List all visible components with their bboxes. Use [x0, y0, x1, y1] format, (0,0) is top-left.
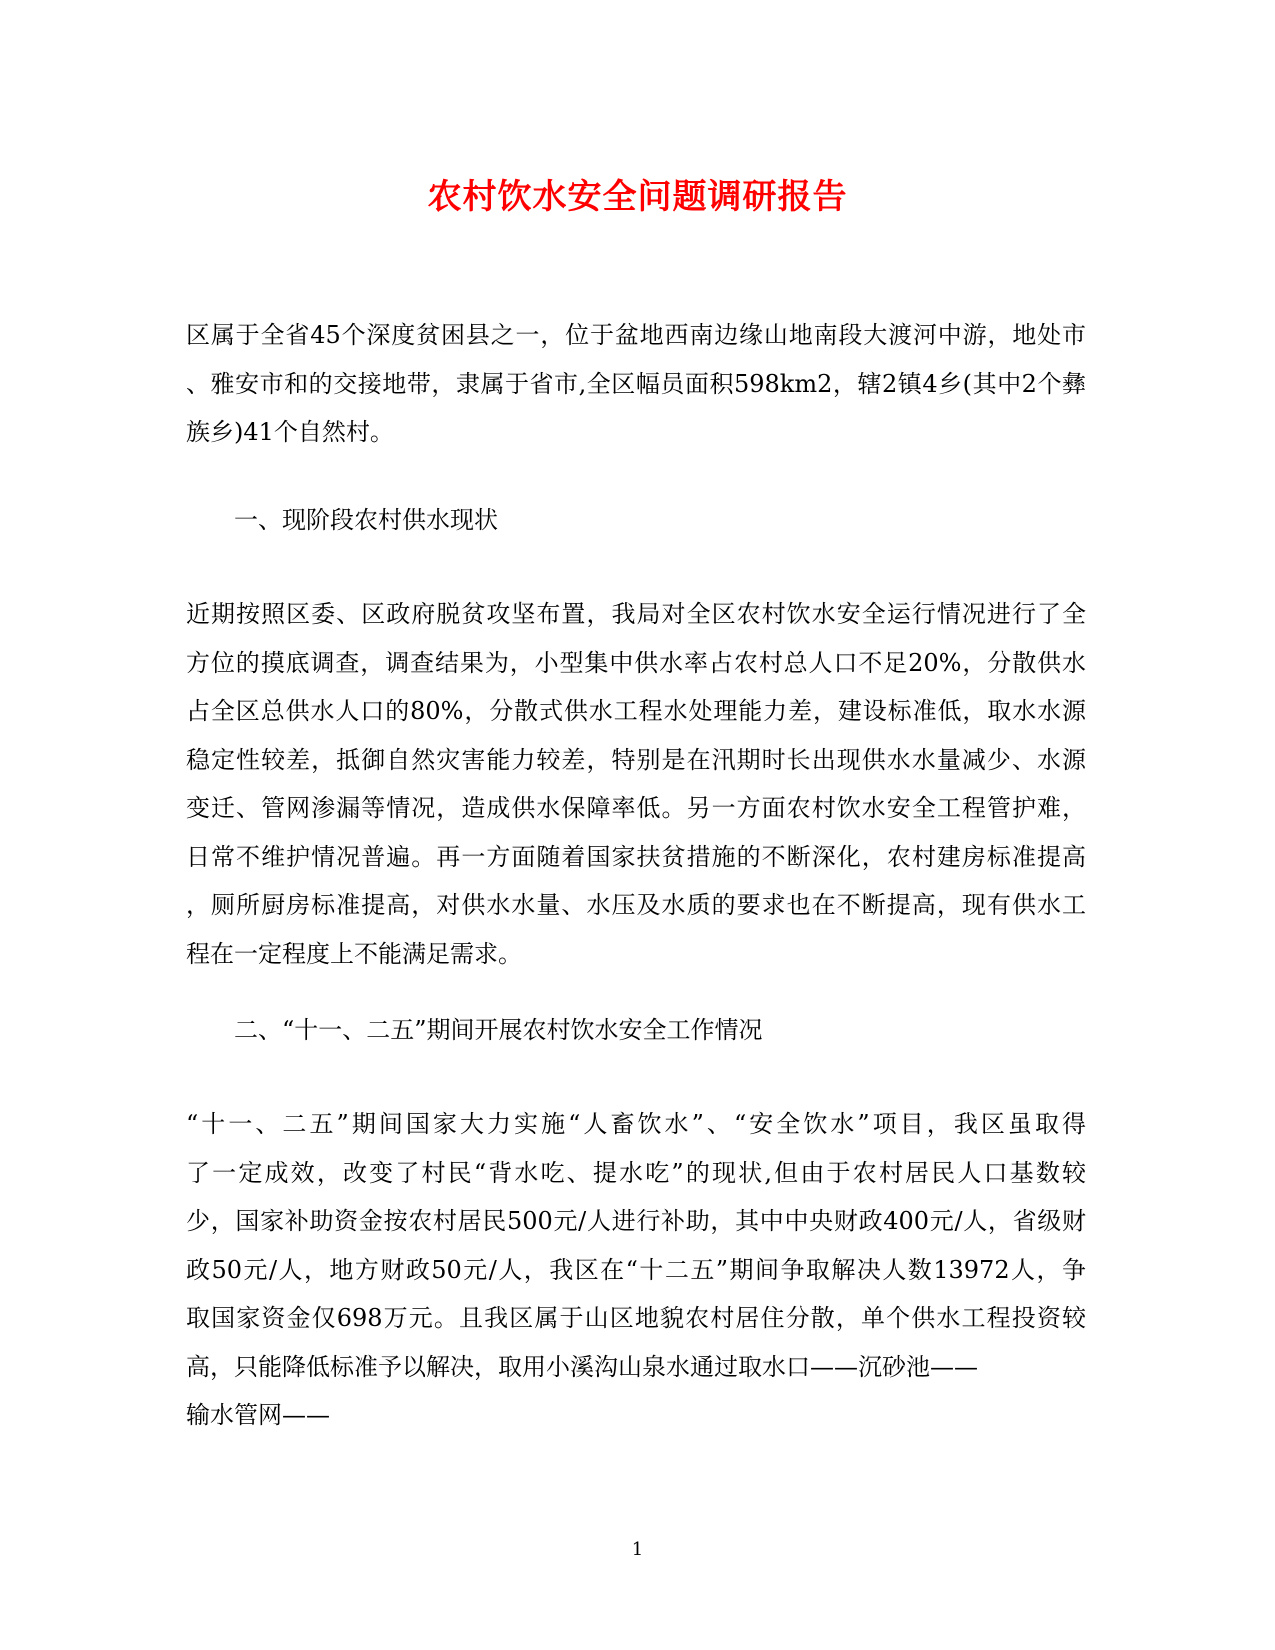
intro-line: 族乡)41个自然村。	[186, 418, 394, 446]
section1-line: 方位的摸底调查，调查结果为，小型集中供水率占农村总人口不足20%，分散供水	[186, 648, 1086, 677]
section2-line: 取国家资金仅698万元。且我区属于山区地貌农村居住分散，单个供水工程投资较	[186, 1304, 1086, 1332]
intro-paragraph	[186, 311, 1086, 457]
intro-line: 区属于全省45个深度贫困县之一，位于盆地西南边缘山地南段大渡河中游，地处市	[186, 321, 1086, 349]
section1-line: 占全区总供水人口的80%，分散式供水工程水处理能力差，建设标准低，取水水源	[186, 697, 1086, 725]
section2-line: 政50元/人，地方财政50元/人，我区在“十二五”期间争取解决人数13972人，争	[186, 1255, 1086, 1284]
section1-line: ，厕所厨房标准提高，对供水水量、水压及水质的要求也在不断提高，现有供水工	[186, 891, 1086, 919]
document-title: 农村饮水安全问题调研报告	[427, 177, 848, 217]
section2-line: 高，只能降低标准予以解决，取用小溪沟山泉水通过取水口——沉砂池——	[186, 1352, 978, 1381]
section2-line: 了一定成效，改变了村民“背水吃、提水吃”的现状,但由于农村居民人口基数较	[186, 1158, 1086, 1187]
section1-paragraph	[186, 590, 1086, 978]
section1-line: 稳定性较差，抵御自然灾害能力较差，特别是在汛期时长出现供水水量减少、水源	[186, 745, 1086, 774]
section1-line: 变迁、管网渗漏等情况，造成供水保障率低。另一方面农村饮水安全工程管护难，	[186, 794, 1086, 822]
section2-line: 少，国家补助资金按农村居民500元/人进行补助，其中中央财政400元/人，省级财	[186, 1207, 1086, 1235]
section1-line: 近期按照区委、区政府脱贫攻坚布置，我局对全区农村饮水安全运行情况进行了全	[186, 600, 1086, 628]
section1-heading: 一、现阶段农村供水现状	[234, 506, 498, 534]
section2-heading: 二、“十一、二五”期间开展农村饮水安全工作情况	[234, 1016, 763, 1044]
section2-line: “十一、二五”期间国家大力实施“人畜饮水”、“安全饮水”项目，我区虽取得	[186, 1110, 1086, 1138]
section1-line: 日常不维护情况普遍。再一方面随着国家扶贫措施的不断深化，农村建房标准提高	[186, 842, 1086, 871]
intro-line: 、雅安市和的交接地带，隶属于省市,全区幅员面积598km2，辖2镇4乡(其中2个彝	[186, 369, 1086, 398]
section1-line: 程在一定程度上不能满足需求。	[186, 939, 522, 968]
section2-line: 输水管网——	[186, 1401, 330, 1429]
page-number: 1	[631, 1539, 644, 1560]
section2-paragraph	[186, 1100, 1086, 1440]
